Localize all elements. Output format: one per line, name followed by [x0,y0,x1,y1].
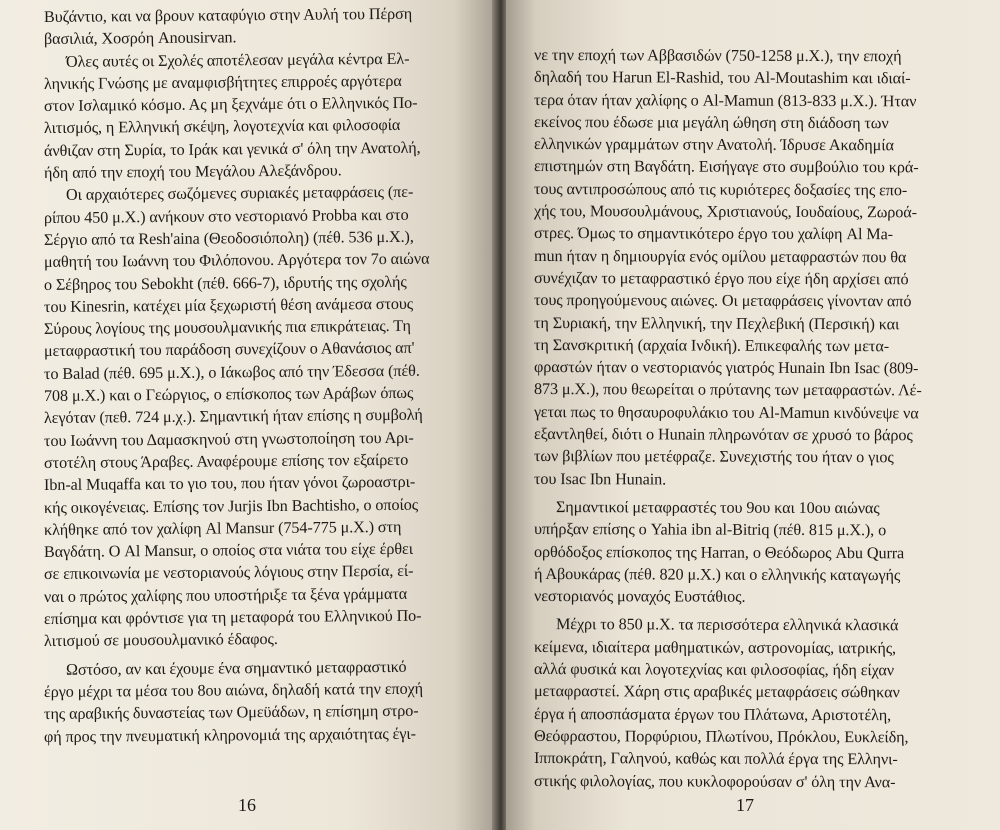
text-line: μεταφραστεί. Χάρη στις αραβικές μεταφράσεις σώθηκαν [533,682,900,702]
text-line: κείμενα, ιδιαίτερα μαθηματικών, αστρονομίας, ιατρικής, [533,637,897,657]
text-line: Ιπποκράτη, Γαληνού, καθώς και πολλά έργα της Ελληνι- [533,749,898,769]
text-line: συνέχιζαν το μεταφραστικό έργο που είχε ήδη αρχίσει από [533,268,909,289]
text-line: νε την εποχή των Αββασιδών (750-1258 μ.Χ.), την εποχή [533,46,902,66]
text-line: μαθητή του Ιωάννη του Φιλόπονου. Αργότερα τον 7ο αιώνα [43,249,430,272]
text-line: 708 μ.Χ.) και ο Γεώργιος, ο επίσκοπος των Αράβων όπως [43,383,414,406]
text-line: Όλες αυτές οι Σχολές αποτέλεσαν μεγάλα κέντρα Ελ- [65,49,410,71]
left-page-text [44,6,490,748]
text-line: Ωστόσο, αν και έχουμε ένα σημαντικό μεταφραστικό [65,657,407,679]
text-line: έργα ή αποσπάσματα έργων του Πλάτωνα, Αριστοτέλη, [533,704,892,724]
text-line: επιστημών στη Βαγδάτη. Εισήγαγε στο συμβούλιο του κρά- [533,157,919,177]
text-line: Μέχρι το 850 μ.Χ. τα περισσότερα ελληνικά κλασικά [555,615,899,635]
right-page-text [534,44,986,792]
text-line: Σημαντικοί μεταφραστές του 9ου και 10ου αιώνας [555,498,880,518]
text-line: υπήρξαν επίσης ο Yahia ibn al-Bitriq (πέθ. 815 μ.Χ.), ο [533,520,887,540]
left-page [0,0,494,830]
text-line: στικής φιλολογίας, που κυκλοφορούσαν σ' όλη την Ανα- [533,771,896,791]
text-line: του Isac Ibn Hunain. [533,469,667,489]
text-line: ορθόδοξος επίσκοπος της Harran, ο Θεόδωρος Abu Qurra [533,542,905,562]
text-line: ή Αβουκάρας (πέθ. 820 μ.Χ.) και ο ελληνικής καταγωγής [533,564,901,585]
text-line: φραστών ήταν ο νεστοριανός γιατρός Hunain Ibn Isac (809- [533,358,919,378]
text-line: του Kinesrin, κατέχει μία ξεχωριστή θέση ανάμεσα στους [43,294,414,316]
text-line: Θεόφραστου, Πορφύριου, Πλωτίνου, Πρόκλου, Ευκλείδη, [533,726,909,747]
text-line: Οι αρχαιότερες σωζόμενες συριακές μεταφράσεις (πε- [65,183,414,205]
text-line: νεστοριανός μοναχός Ευστάθιος. [533,587,746,606]
text-line: τερα όταν ήταν χαλίφης ο Al-Mamun (813-833 μ.Χ.). Ήταν [533,90,917,110]
text-line: Βαγδάτη. Ο Al Mansur, ο οποίος στα νιάτα του είχε έρθει [43,539,414,562]
text-line: ρίπου 450 μ.Χ.) ανήκουν στο νεστοριανό Probba και στο [43,205,409,227]
text-line: Ibn-al Muqaffa και το γιο του, που ήταν γόνοι ζωροαστρι- [43,472,416,495]
text-line: άνθιζαν στη Συρία, το Ιράκ και γενικά σ' όλη την Ανατολή, [43,138,421,160]
text-line: εξαντληθεί, διότι ο Hunain πληρωνόταν σε χρυσό το βάρος [533,425,913,445]
text-line: φή προς την πνευματική κληρονομιά της αρχαιότητας έγι- [43,724,416,746]
text-line: ήδη από την εποχή του Μεγάλου Αλεξάνδρου. [43,161,342,183]
text-line: ληνικής Γνώσης με αναμφισβήτητες επιρροές αργότερα [43,71,402,93]
text-line: σε επικοινωνία με νεστοριανούς λόγιους στην Περσία, εί- [43,562,414,584]
text-line: κλήθηκε από τον χαλίφη Al Mansur (754-775 μ.Χ.) στη [43,517,402,539]
text-line: του Ιωάννη του Δαμασκηνού στη γνωστοποίηση του Αρι- [43,428,414,450]
text-line: τους αντιπροσώπους από τις κυριότερες δοξασίες της επο- [533,179,908,200]
text-line: Βυζάντιο, και να βρουν καταφύγιο στην Αυλή του Πέρση [43,4,413,26]
text-line: λεγόταν (πεθ. 724 μ.χ.). Σημαντική ήταν επίσης η συμβολή [43,406,423,428]
text-line: της αραβικής δυναστείας των Ομεϋάδων, η επίσημη στρο- [43,701,419,724]
page-number-right: 17 [736,795,754,815]
text-line: στοτέλη στους Άραβες. Αναφέρουμε επίσης τον εξαίρετο [43,450,409,472]
text-line: επίσημα και φρόντισε για τη μεταφορά του Ελληνικού Πο- [43,606,422,629]
right-page [506,0,1000,830]
text-line: τη Σανσκριτική (αρχαία Ινδική). Επικεφαλής των μετα- [533,335,890,356]
text-line: ο Σέβηρος του Sebokht (πέθ. 666-7), ιδρυτής της σχολής [43,272,407,294]
text-line: το Balad (πέθ. 695 μ.Χ.), ο Ιάκωβος από την Έδεσσα (πέθ. [43,361,420,383]
text-line: εκείνος που έδωσε μια μεγάλη ώθηση στη διάδοση των [533,112,889,133]
text-line: Σέργιο από τα Resh'aina (Θεοδοσιόπολη) (πέθ. 536 μ.Χ.), [43,227,414,249]
text-line: Σύρους λογίους της μουσουλμανικής πια επικράτειας. Τη [43,316,411,339]
text-line: ναι ο πρώτος χαλίφης που υποστήριξε τα ξένα γράμματα [43,584,408,606]
text-line: στρες. Όμως το σημαντικότερο έργο του χαλίφη Al Ma- [533,224,894,244]
text-line: μεταφραστική του παράδοση συνεχίζουν ο Αθανάσιος απ' [43,339,415,361]
text-line: λιτισμού σε μουσουλμανικό έδαφος. [43,630,278,651]
text-line: δηλαδή του Harun El-Rashid, του Al-Moutashim και ιδιαί- [533,68,911,88]
text-line: έργο μέχρι τα μέσα του 8ου αιώνα, δηλαδή κατά την εποχή [43,679,424,701]
page-number-left: 16 [238,795,256,815]
text-line: χής του, Μουσουλμάνους, Χριστιανούς, Ιουδαίους, Ζωροά- [533,202,918,222]
text-line: ελληνικών γραμμάτων στην Ανατολή. Ίδρυσε Ακαδημία [533,135,894,155]
text-line: λιτισμός, η Ελληνική σκέψη, λογοτεχνία και φιλοσοφία [43,116,401,138]
text-line: 873 μ.Χ.), που θεωρείται ο πρύτανης των μεταφραστών. Λέ- [533,380,922,400]
text-line: γεται πως το θησαυροφυλάκιο του Al-Mamun κινδύνεψε να [533,402,919,423]
text-line: τους προηγούμενους αιώνες. Οι μεταφράσεις γίνονταν από [533,291,912,311]
text-line: αλλά φυσικά και λογοτεχνίας και φιλοσοφίας, ήδη είχαν [533,660,895,680]
text-line: κής οικογένειας. Επίσης τον Jurjis Ibn Bachtisho, ο οποίος [43,495,419,517]
text-line: των βιβλίων που μετέφραζε. Συνεχιστής του ήταν ο γιος [533,447,894,467]
text-line: στον Ισλαμικό κόσμο. Ας μη ξεχνάμε ότι ο Ελληνικός Πο- [43,93,418,116]
text-line: mun ήταν η δημιουργία ενός ομίλου μεταφραστών που θα [533,246,907,266]
text-line: τη Συριακή, την Ελληνική, την Πεχλεβική (Περσική) και [533,313,900,333]
text-line: βασιλιά, Χοσρόη Anousirvan. [43,28,237,49]
